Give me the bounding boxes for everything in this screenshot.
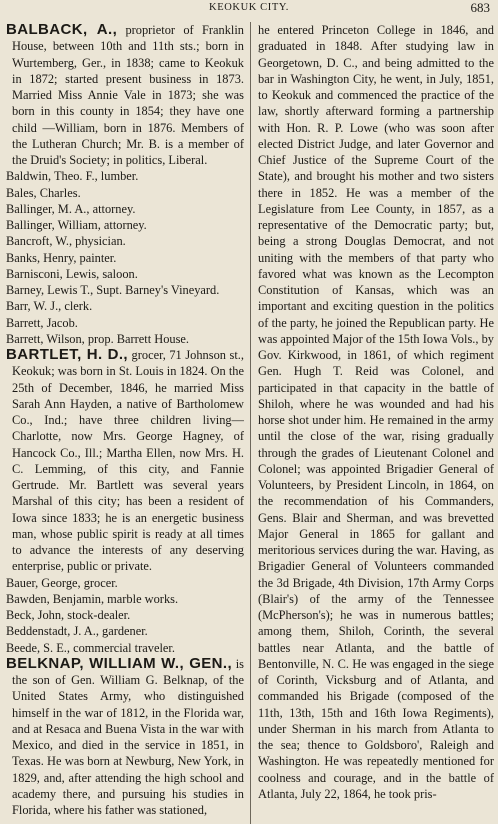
entry-name: BELKNAP, WILLIAM W., GEN., xyxy=(6,654,233,672)
left-column xyxy=(6,22,244,824)
entry-balback xyxy=(6,22,244,168)
entry-text: grocer, 71 Johnson st., Keokuk; was born in St. Louis in 1824. On the 25th of December, 1846, he married Miss Sarah Ann Hayden, a native of Bartholomew Co., Ind.; have three children living—Charlotte, now Mrs. George Hagney, of Hancock Co., Ill.; Martha Ellen, now Mrs. H. C. Lemming, of this city, and Fannie Gertrude. Mr. Bartlett was several years Marshal of this city; has been a resident of Iowa since 1833; he is an energetic business man, whose public spirit is ready at all times to advance the interests of any deserving enterprise, public or private. xyxy=(12,348,244,574)
list-item: Bauer, George, grocer. xyxy=(6,575,118,590)
list-item: Barnisconi, Lewis, saloon. xyxy=(6,266,138,281)
list-item: Bawden, Benjamin, marble works. xyxy=(6,591,179,606)
list-item: Barrett, Jacob. xyxy=(6,315,78,330)
list-item: Beck, John, stock-dealer. xyxy=(6,608,131,622)
entry-belknap-continued: he entered Princeton College in 1846, and graduated in 1848. After studying law in Georgetown, D. C., and being admitted to the bar in Washington City, he went, in July, 1851, to Keokuk and commenced the practice of the law, shortly afterward forming a partnership with Hon. R. P. Lowe (who was soon after elected District Judge, and later Governor and Chief Justice of the Supreme Court of the State), and brought his mother and two sisters there in 1852. He was a member of the Legislature from Lee County, in 1857, as a representative of the Democratic party; but, being a strong Douglas Democrat, and not uniting with the members of that party who favored what was known as the Lecompton Constitution of Kansas, which was an important and exciting question in the politics of the party, he joined the Republican party. He was appointed Major of the 15th Iowa Vols., by Gov. Kirkwood, in 1861, of which regiment Gen. Hugh T. Reid was Colonel, and participated in that capacity in the battle of Shiloh, where he was wounded and had his horse shot under him. He remained in the army until the close of the war, rising gradually through the grades of Lieutenant Colonel and Colonel; was appointed Brigadier General of Volunteers, by President Lincoln, in 1864, on the recommendation of his Commanders, Gens. Blair and Sherman, and was brevetted Major General in 1865 for gallant and meritorious services during the war. Having, as Brigadier General of Volunteers commanded the 3d Brigade, 4th Division, 17th Army Corps (Blair's) of the army of the Tennessee (McPherson's); he was in numerous battles; among them, Shiloh, Corinth, the several battles near Atlanta, and the battle of Bentonville, N. C. He was engaged in the siege of Corinth, Vicksburg and of Atlanta, and commanded his Brigade (composed of the 11th, 13th, 15th and 16th Iowa Regiments), under Sherman in his march from Atlanta to the sea; thence to Goldsboro', Raleigh and Washington. He was repeatedly mentioned for coolness and courage, and in the battle of Atlanta, July 22, 1864, he took pris- xyxy=(258,23,494,801)
right-column xyxy=(258,22,494,824)
entry-name: BALBACK, A., xyxy=(6,22,118,38)
list-item: Barrett, Wilson, prop. Barrett House. xyxy=(6,331,190,346)
list-item: Baldwin, Theo. F., lumber. xyxy=(6,169,139,184)
column-divider xyxy=(250,22,251,824)
entry-belknap xyxy=(6,656,244,819)
list-item: Ballinger, William, attorney. xyxy=(6,218,147,232)
list-item: Bales, Charles. xyxy=(6,185,81,200)
list-item: Beddenstadt, J. A., gardener. xyxy=(6,624,148,639)
page-header xyxy=(0,0,498,16)
list-item: Barney, Lewis T., Supt. Barney's Vineyard. xyxy=(6,283,220,297)
list-item: Ballinger, M. A., attorney. xyxy=(6,201,136,216)
entry-name: BARTLET, H. D., xyxy=(6,346,128,363)
list-item: Bancroft, W., physician. xyxy=(6,234,126,249)
page-number: 683 xyxy=(470,0,490,15)
entry-bartlet xyxy=(6,347,244,575)
list-item: Banks, Henry, painter. xyxy=(6,250,117,265)
list-item: Barr, W. J., clerk. xyxy=(6,299,93,314)
running-head: KEOKUK CITY. xyxy=(209,2,289,13)
entry-text: proprietor of Franklin House, between 10th and 11th sts.; born in Wurtemberg, Ger., in 1838; came to Keokuk in 1872; started present business in 1873. Married Miss Annie Vale in 1873; she was born in this county in 1854; they have one child —William, born in 1876. Members of the Lutheran Church; Mr. B. is a member of the Druid's Society; in politics, Liberal. xyxy=(12,23,244,167)
list-item: Beede, S. E., commercial traveler. xyxy=(6,640,175,655)
entry-text: is the son of Gen. William G. Belknap, of the United States Army, who distinguished himself in the war of 1812, in the Florida war, and at Resaca and Buena Vista in the war with Mexico, and died in the service in 1851, in Texas. He was born at Newburg, New York, in 1829, and, after attending the high school and academy there, and pursuing his studies in Florida, where his father was stationed, xyxy=(12,656,244,817)
